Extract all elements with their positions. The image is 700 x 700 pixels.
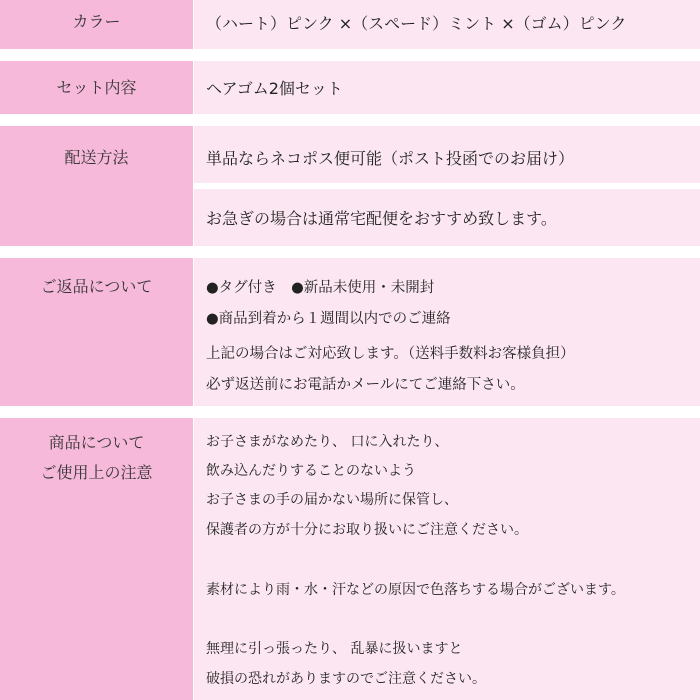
- value-set-contents: [194, 61, 700, 114]
- label-returns: [0, 258, 193, 406]
- value-color: [194, 0, 700, 49]
- value-usage-line-4: 保護者の方が十分にお取り扱いにご注意ください。: [206, 522, 528, 538]
- label-usage-notes-line-1: 商品について: [48, 433, 145, 452]
- label-shipping: [0, 126, 193, 246]
- value-usage-notes: [194, 418, 700, 700]
- value-usage-line-2: 飲み込んだりすることのないよう: [206, 463, 416, 479]
- value-shipping-1: [194, 126, 700, 183]
- value-usage-line-7: 破損の恐れがありますのでご注意ください。: [206, 671, 486, 687]
- value-returns-line-1: ●タグ付き ●新品未使用・未開封: [206, 280, 435, 296]
- label-color: [0, 0, 193, 49]
- value-returns-line-2: ●商品到着から１週間以内でのご連絡: [206, 311, 451, 327]
- label-shipping-text: 配送方法: [64, 148, 129, 167]
- value-shipping-line-2: お急ぎの場合は通常宅配便をおすすめ致します。: [206, 209, 557, 228]
- value-usage-line-3: お子さまの手の届かない場所に保管し、: [206, 492, 458, 508]
- label-color-text: カラー: [72, 12, 121, 31]
- value-usage-line-1: お子さまがなめたり、 口に入れたり、: [206, 434, 449, 450]
- label-returns-text: ご返品について: [40, 277, 153, 296]
- value-set-contents-text: ヘアゴム2個セット: [206, 79, 343, 98]
- value-color-text: （ハート）ピンク ×（スペード）ミント ×（ゴム）ピンク: [206, 14, 627, 33]
- value-shipping-2: [194, 189, 700, 246]
- value-returns: [194, 258, 700, 406]
- value-usage-line-5: 素材により雨・水・汗などの原因で色落ちする場合がございます。: [206, 582, 625, 598]
- value-returns-line-3: 上記の場合はご対応致します。（送料手数料お客様負担）: [206, 346, 575, 362]
- value-usage-line-6: 無理に引っ張ったり、 乱暴に扱いますと: [206, 641, 463, 657]
- label-set-contents: [0, 61, 193, 114]
- label-usage-notes: [0, 418, 193, 700]
- label-set-contents-text: セット内容: [56, 78, 137, 97]
- label-usage-notes-line-2: ご使用上の注意: [40, 463, 153, 482]
- value-shipping-line-1: 単品ならネコポス便可能（ポスト投函でのお届け）: [206, 149, 575, 168]
- value-returns-line-4: 必ず返送前にお電話かメールにてご連絡下さい。: [206, 377, 525, 393]
